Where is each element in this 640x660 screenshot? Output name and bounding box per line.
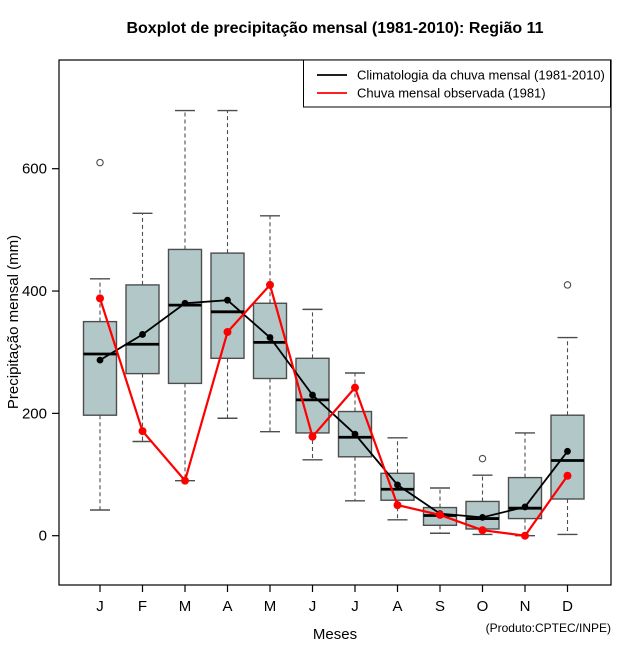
series-point (436, 511, 444, 519)
series-point (394, 501, 402, 509)
series-point (522, 504, 529, 511)
series-point (182, 300, 189, 307)
series-point (224, 328, 232, 336)
outlier-point (564, 282, 570, 288)
outlier-point (97, 159, 103, 165)
observed-series (96, 281, 572, 540)
series-line-layer (96, 281, 572, 540)
series-point (309, 392, 316, 399)
iqr-box (551, 415, 584, 499)
iqr-box (509, 478, 542, 519)
series-point (309, 433, 317, 441)
series-point (394, 482, 401, 489)
x-tick-label: F (137, 598, 148, 615)
x-axis-ticks (96, 585, 573, 615)
boxplot-10 (466, 455, 499, 534)
x-tick-label: M (263, 598, 277, 615)
series-point (139, 427, 147, 435)
series-point (352, 431, 359, 438)
outlier-point (479, 455, 485, 461)
x-tick-label: J (96, 598, 104, 615)
x-tick-label: S (434, 598, 446, 615)
y-tick-label: 400 (21, 283, 47, 301)
series-point (97, 357, 104, 364)
x-tick-label: N (519, 598, 531, 615)
y-tick-label: 0 (38, 527, 47, 545)
x-axis-label: Meses (312, 626, 358, 643)
y-tick-label: 600 (21, 160, 47, 178)
series-point (267, 334, 274, 341)
y-axis-label: Precipitação mensal (mm) (5, 234, 22, 410)
x-tick-label: M (178, 598, 192, 615)
x-tick-label: J (308, 598, 317, 615)
legend (304, 60, 611, 107)
x-tick-label: J (351, 598, 359, 615)
series-point (266, 281, 274, 289)
boxplot-2 (126, 213, 159, 441)
iqr-box (126, 285, 159, 374)
iqr-box (211, 253, 244, 358)
iqr-box (169, 249, 202, 383)
series-point (96, 294, 104, 302)
product-annotation: (Produto:CPTEC/INPE) (485, 621, 611, 635)
y-tick-label: 200 (21, 405, 47, 423)
climatology-series (97, 297, 571, 521)
series-point (224, 297, 231, 304)
x-tick-label: D (562, 598, 573, 615)
boxplot-12 (551, 282, 584, 535)
legend-label-climatology: Climatologia da chuva mensal (1981-2010) (357, 67, 605, 83)
series-point (564, 448, 571, 455)
series-point (479, 514, 486, 521)
y-axis-ticks (22, 161, 59, 545)
series-point (351, 384, 359, 392)
x-tick-label: A (392, 598, 403, 615)
series-point (521, 532, 529, 540)
chart-title: Boxplot de precipitação mensal (1981-2010): Região 11 (126, 20, 544, 37)
series-point (479, 526, 487, 534)
series-point (564, 472, 572, 480)
x-tick-label: A (222, 598, 233, 615)
x-tick-label: O (476, 598, 489, 615)
series-point (139, 331, 146, 338)
series-point (181, 477, 189, 485)
legend-label-observed: Chuva mensal observada (1981) (357, 85, 546, 101)
boxplot-3 (169, 111, 202, 481)
